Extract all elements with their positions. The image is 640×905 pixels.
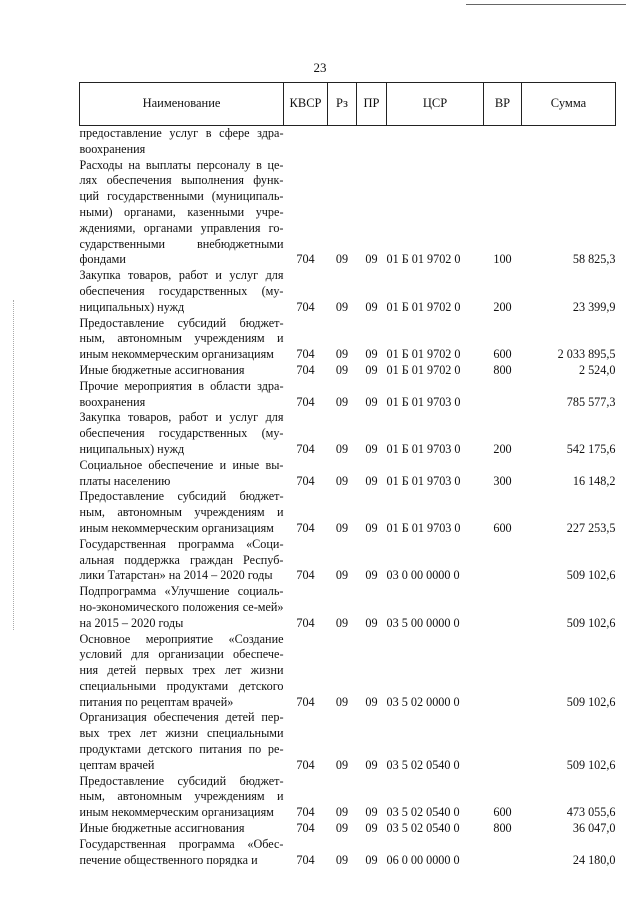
cell-vr: 100 xyxy=(493,252,512,267)
cell-rz: 09 xyxy=(335,394,349,409)
cell-sum: 36 047,0 xyxy=(572,821,616,836)
cell-rz: 09 xyxy=(335,615,349,630)
cell-name: Государственная программа «Обес-печение общественного порядка и xyxy=(79,836,284,867)
cell-name: Предоставление субсидий бюджет-ным, автономным учреждениям и иным некоммерческим организациям xyxy=(79,315,284,362)
cell-name: Предоставление субсидий бюджет-ным, автономным учреждениям и иным некоммерческим организациям xyxy=(79,489,284,535)
table-row xyxy=(80,489,616,536)
cell-pr: 09 xyxy=(365,394,378,409)
cell-name: Предоставление субсидий бюджет-ным, автономным учреждениям и иным некоммерческим организациям xyxy=(79,773,284,820)
cell-kvsr: 704 xyxy=(296,757,315,772)
cell-pr: 09 xyxy=(365,852,378,867)
table-row xyxy=(80,410,616,457)
header-vr: ВР xyxy=(484,83,522,126)
cell-rz xyxy=(328,126,357,158)
cell-rz: 09 xyxy=(335,362,349,377)
cell-kvsr: 704 xyxy=(296,473,315,488)
table-row xyxy=(80,379,616,411)
cell-vr: 600 xyxy=(493,520,512,535)
cell-rz: 09 xyxy=(335,299,349,314)
cell-sum: 227 253,5 xyxy=(566,520,616,535)
cell-sum: 785 577,3 xyxy=(566,394,616,409)
cell-rz: 09 xyxy=(335,347,349,362)
cell-name: Закупка товаров, работ и услуг для обеспечения государственных (му-ниципальных) нужд xyxy=(79,410,284,456)
cell-name: Социальное обеспечение и иные вы-платы населению xyxy=(79,457,284,488)
cell-vr: 800 xyxy=(493,362,512,377)
cell-csr: 01 Б 01 9703 0 xyxy=(386,441,461,456)
cell-csr: 03 0 00 0000 0 xyxy=(386,568,460,583)
cell-csr: 01 Б 01 9702 0 xyxy=(386,362,461,377)
cell-rz: 09 xyxy=(335,821,349,836)
cell-name: Государственная программа «Соци-альная поддержка граждан Респуб-лики Татарстан» на 2014 – 2020 годы xyxy=(79,536,284,583)
cell-vr xyxy=(484,537,522,584)
cell-sum: 58 825,3 xyxy=(572,252,616,267)
cell-csr: 03 5 02 0540 0 xyxy=(386,821,460,836)
table-row xyxy=(80,821,616,837)
table-row xyxy=(80,584,616,631)
cell-csr: 03 5 02 0000 0 xyxy=(386,694,460,709)
table-body xyxy=(80,126,616,869)
cell-name: Расходы на выплаты персоналу в це-лях обеспечения выполнения функ-ций государственными (муниципаль-ными) органами, казенными учре-ждениями, органами управления го-сударственными внебюджетными фондами xyxy=(79,157,284,267)
cell-sum: 473 055,6 xyxy=(566,805,616,820)
cell-name: Прочие мероприятия в области здра-воохранения xyxy=(79,378,284,409)
cell-pr: 09 xyxy=(365,568,378,583)
cell-pr: 09 xyxy=(365,441,378,456)
cell-pr: 09 xyxy=(365,473,378,488)
cell-sum: 2 524,0 xyxy=(578,362,616,377)
cell-sum: 23 399,9 xyxy=(572,299,616,314)
cell-kvsr: 704 xyxy=(296,252,315,267)
table-row xyxy=(80,126,616,158)
cell-csr: 01 Б 01 9703 0 xyxy=(386,520,461,535)
table-row xyxy=(80,363,616,379)
header-pr: ПР xyxy=(357,83,387,126)
cell-pr: 09 xyxy=(365,252,378,267)
cell-kvsr xyxy=(284,126,328,158)
cell-rz: 09 xyxy=(335,852,349,867)
cell-kvsr: 704 xyxy=(296,520,315,535)
cell-vr xyxy=(484,126,522,158)
table-row xyxy=(80,458,616,490)
cell-vr: 300 xyxy=(493,473,512,488)
cell-rz: 09 xyxy=(335,694,349,709)
cell-kvsr: 704 xyxy=(296,441,315,456)
cell-csr: 03 5 00 0000 0 xyxy=(386,615,460,630)
cell-vr: 600 xyxy=(493,805,512,820)
cell-sum: 2 033 895,5 xyxy=(557,347,616,362)
cell-pr: 09 xyxy=(365,694,378,709)
table-row xyxy=(80,632,616,711)
cell-pr xyxy=(357,126,387,158)
table-row xyxy=(80,268,616,315)
cell-rz: 09 xyxy=(335,441,349,456)
header-kvsr: КВСР xyxy=(284,83,328,126)
cell-vr xyxy=(484,584,522,631)
cell-pr: 09 xyxy=(365,805,378,820)
cell-rz: 09 xyxy=(335,520,349,535)
cell-csr: 03 5 02 0540 0 xyxy=(386,757,460,772)
cell-sum: 509 102,6 xyxy=(566,568,616,583)
cell-vr xyxy=(484,379,522,411)
top-rule xyxy=(466,4,626,5)
cell-vr: 200 xyxy=(493,441,512,456)
cell-pr: 09 xyxy=(365,347,378,362)
cell-csr: 06 0 00 0000 0 xyxy=(386,852,460,867)
cell-sum: 509 102,6 xyxy=(566,694,616,709)
cell-kvsr: 704 xyxy=(296,615,315,630)
cell-sum: 509 102,6 xyxy=(566,615,616,630)
cell-rz: 09 xyxy=(335,473,349,488)
cell-kvsr: 704 xyxy=(296,805,315,820)
cell-csr xyxy=(387,126,484,158)
cell-pr: 09 xyxy=(365,520,378,535)
cell-vr: 800 xyxy=(493,821,512,836)
cell-sum: 542 175,6 xyxy=(566,441,616,456)
header-csr: ЦСР xyxy=(387,83,484,126)
cell-csr: 01 Б 01 9703 0 xyxy=(386,394,461,409)
cell-rz: 09 xyxy=(335,252,349,267)
cell-csr: 01 Б 01 9702 0 xyxy=(386,299,461,314)
cell-name: Основное мероприятие «Создание условий для организации обеспече-ния детей первых трех лет жизни специальными продуктами детского питания по рецептам врачей» xyxy=(79,631,284,709)
cell-name: Иные бюджетные ассигнования xyxy=(79,362,245,377)
margin-dotted-line xyxy=(13,300,14,630)
table-row xyxy=(80,837,616,869)
cell-sum: 16 148,2 xyxy=(572,473,616,488)
page-number: 23 xyxy=(313,60,327,75)
cell-name: Подпрограмма «Улучшение социаль-но-экономического положения се-мей» на 2015 – 2020 годы xyxy=(79,584,284,630)
cell-rz: 09 xyxy=(335,757,349,772)
table-row xyxy=(80,774,616,821)
cell-kvsr: 704 xyxy=(296,694,315,709)
budget-table xyxy=(79,82,616,868)
cell-name: Организация обеспечения детей пер-вых трех лет жизни специальными продуктами детского питания по ре-цептам врачей xyxy=(79,710,284,772)
cell-pr: 09 xyxy=(365,615,378,630)
table-row xyxy=(80,316,616,363)
header-rz: Рз xyxy=(328,83,357,126)
cell-kvsr: 704 xyxy=(296,852,315,867)
cell-name: Закупка товаров, работ и услуг для обеспечения государственных (му-ниципальных) нужд xyxy=(79,268,284,314)
cell-vr: 600 xyxy=(493,347,512,362)
cell-csr: 01 Б 01 9703 0 xyxy=(386,473,461,488)
cell-sum xyxy=(522,126,616,158)
header-name: Наименование xyxy=(80,83,284,126)
cell-sum: 24 180,0 xyxy=(572,852,616,867)
table-row xyxy=(80,710,616,773)
cell-pr: 09 xyxy=(365,362,378,377)
cell-vr xyxy=(484,632,522,711)
table-row xyxy=(80,158,616,269)
table-row xyxy=(80,537,616,584)
cell-csr: 03 5 02 0540 0 xyxy=(386,805,460,820)
cell-sum: 509 102,6 xyxy=(566,757,616,772)
cell-vr: 200 xyxy=(493,299,512,314)
cell-pr: 09 xyxy=(365,757,378,772)
cell-name: предоставление услуг в сфере здра-воохранения xyxy=(79,126,284,156)
cell-csr: 01 Б 01 9702 0 xyxy=(386,252,461,267)
cell-kvsr: 704 xyxy=(296,568,315,583)
cell-vr xyxy=(484,837,522,869)
header-sum: Сумма xyxy=(522,83,616,126)
cell-kvsr: 704 xyxy=(296,394,315,409)
table-header-row xyxy=(80,83,616,126)
cell-vr xyxy=(484,710,522,773)
cell-pr: 09 xyxy=(365,821,378,836)
cell-csr: 01 Б 01 9702 0 xyxy=(386,347,461,362)
cell-kvsr: 704 xyxy=(296,347,315,362)
cell-name: Иные бюджетные ассигнования xyxy=(79,821,245,836)
cell-pr: 09 xyxy=(365,299,378,314)
cell-kvsr: 704 xyxy=(296,299,315,314)
cell-rz: 09 xyxy=(335,805,349,820)
cell-kvsr: 704 xyxy=(296,362,315,377)
cell-rz: 09 xyxy=(335,568,349,583)
cell-kvsr: 704 xyxy=(296,821,315,836)
